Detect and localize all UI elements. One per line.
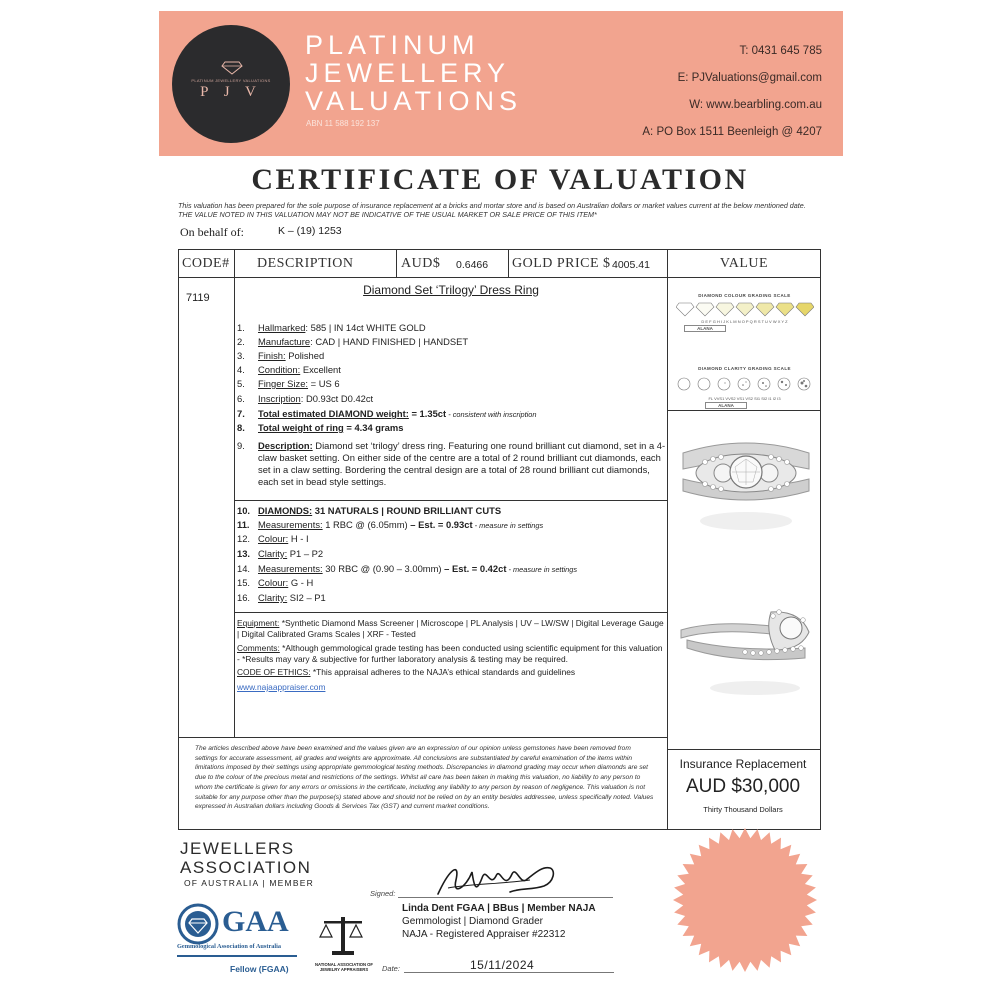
diamond-row: 11. Measurements: 1 RBC @ (6.05mm) – Est. = 0.93ct - measure in settings xyxy=(237,519,544,530)
date-value: 15/11/2024 xyxy=(470,958,535,972)
insurance-label: Insurance Replacement xyxy=(679,757,807,771)
item-row: 8. Total weight of ring = 4.34 grams xyxy=(237,422,404,433)
diamond-row: 12. Colour: H - I xyxy=(237,533,309,544)
clarity-scale-title: DIAMOND CLARITY GRADING SCALE xyxy=(698,366,791,371)
item-row: 7. Total estimated DIAMOND weight: = 1.35ct - consistent with inscription xyxy=(237,408,537,419)
insurance-divider xyxy=(667,749,821,750)
item-row: 1. Hallmarked: 585 | IN 14ct WHITE GOLD xyxy=(237,322,426,333)
certificate-title: CERTIFICATE OF VALUATION xyxy=(251,163,749,196)
gaa-underline xyxy=(177,955,297,957)
header-description: DESCRIPTION xyxy=(257,256,354,271)
diamond-logo-icon xyxy=(221,61,243,75)
item-row: 3. Finish: Polished xyxy=(237,350,325,361)
behalf-label: On behalf of: xyxy=(180,225,244,239)
seal-starburst xyxy=(673,828,817,972)
gold-price: 4005.41 xyxy=(612,259,650,271)
item-row: 4. Condition: Excellent xyxy=(237,364,341,375)
disclaimer-line-2: THE VALUE NOTED IN THIS VALUATION MAY NOT BE INDICATIVE OF THE USUAL MARKET OR SALE PRICE OF THIS ITEM* xyxy=(178,210,597,219)
date-label: Date: xyxy=(382,964,400,973)
contact-address: A: PO Box 1511 Beenleigh @ 4207 xyxy=(642,126,822,138)
section-divider-equipment xyxy=(234,612,667,613)
clarity-grades: FL VVS1 VVS2 VS1 VS2 SI1 SI2 I1 I2 I3 xyxy=(708,396,781,401)
colour-scale-title: DIAMOND COLOUR GRADING SCALE xyxy=(698,293,791,298)
comments-text: Comments: *Although gemmological grade testing has been conducted using scientific equipment for this valuation - *Results may vary & subjective for further laboratory analysis & testing may be required. xyxy=(237,643,663,665)
insurance-amount: AUD $30,000 xyxy=(685,776,801,797)
jaa-logo-line-2: ASSOCIATION xyxy=(180,858,312,877)
gold-column-divider xyxy=(508,249,509,277)
clarity-scale-diamonds-icon xyxy=(676,374,814,394)
contact-website: W: www.bearbling.com.au xyxy=(689,99,822,111)
ring-photo-front xyxy=(675,425,817,535)
code-of-ethics-text: CODE OF ETHICS: *This appraisal adheres to the NAJA’s ethical standards and guidelines xyxy=(237,667,576,677)
contact-email: E: PJValuations@gmail.com xyxy=(677,72,822,84)
item-row: 2. Manufacture: CAD | HAND FINISHED | HANDSET xyxy=(237,336,469,347)
signer-registration: NAJA - Registered Appraiser #22312 xyxy=(402,929,566,940)
equipment-text: Equipment: *Synthetic Diamond Mass Screener | Microscope | PL Analysis | UV – LW/SW | Digital Leverage Gauge | Digital Calibrated Grams Scales | XRF - Tested xyxy=(237,618,664,640)
aud-rate: 0.6466 xyxy=(456,259,489,271)
aud-column-divider xyxy=(396,249,397,277)
header-value: VALUE xyxy=(719,256,769,271)
official-seal xyxy=(670,825,820,975)
header-aud: AUD$ xyxy=(401,256,441,271)
brand-line-3: VALUATIONS xyxy=(305,86,523,116)
jaa-logo-line-1: JEWELLERS xyxy=(180,839,295,858)
gaa-full-name: Gemmological Association of Australia xyxy=(177,943,282,950)
naja-website-link[interactable]: www.najaappraiser.com xyxy=(237,682,326,692)
insurance-amount-words: Thirty Thousand Dollars xyxy=(703,805,783,814)
ring-photo-side xyxy=(675,590,817,700)
item-row: 6. Inscription: D0.93ct D0.42ct xyxy=(237,393,374,404)
colour-scale-badge: ALANA xyxy=(684,325,726,332)
diamond-row: 10. DIAMONDS: 31 NATURALS | ROUND BRILLIANT CUTS xyxy=(237,505,502,516)
item-title: Diamond Set ‘Trilogy’ Dress Ring xyxy=(363,283,539,297)
diamond-row: 14. Measurements: 30 RBC @ (0.90 – 3.00mm) – Est. = 0.42ct - measure in settings xyxy=(237,563,578,574)
scales-divider xyxy=(667,410,821,411)
signer-title: Gemmologist | Diamond Grader xyxy=(402,916,543,927)
signer-name: Linda Dent FGAA | BBus | Member NAJA xyxy=(402,903,596,914)
logo-small-text: PLATINUM JEWELLERY VALUATIONS xyxy=(191,78,271,83)
naja-scales-icon xyxy=(318,913,368,959)
gaa-seal-icon xyxy=(177,903,219,945)
date-line xyxy=(404,972,614,973)
signature-line xyxy=(398,897,613,898)
diamond-row: 13. Clarity: P1 – P2 xyxy=(237,548,324,559)
jaa-member-text: OF AUSTRALIA | MEMBER xyxy=(184,878,314,888)
brand-line-1: PLATINUM xyxy=(305,30,480,60)
signature xyxy=(430,858,570,900)
code-column-divider xyxy=(234,249,235,737)
naja-full-name: NATIONAL ASSOCIATION OF JEWELRY APPRAISERS xyxy=(314,962,373,972)
signed-label: Signed: xyxy=(370,889,396,898)
diamond-row: 16. Clarity: SI2 – P1 xyxy=(237,592,326,603)
gaa-fellow: Fellow (FGAA) xyxy=(230,964,289,974)
item-description: 9. Description: Diamond set ‘trilogy’ dress ring. Featuring one round brilliant cut diamond, set in a 4-claw basket setting. On either side of the centre are a total of 2 round brilliant cut diamonds, each set in a claw setting. Bordering the central design are a total of 28 round brilliant cut diamonds, each set in bead style settings. xyxy=(237,440,666,487)
value-column-divider xyxy=(667,249,668,830)
brand-line-2: JEWELLERY xyxy=(305,58,511,88)
section-divider-diamonds xyxy=(234,500,667,501)
logo-initials: P J V xyxy=(200,84,262,100)
abn-number: ABN 11 588 192 137 xyxy=(306,119,380,128)
item-row: 5. Finger Size: = US 6 xyxy=(237,378,340,389)
contact-phone: T: 0431 645 785 xyxy=(739,45,822,57)
clarity-scale-badge: ALANA xyxy=(705,402,747,409)
gaa-logo-text: GAA xyxy=(222,905,289,938)
item-code: 7119 xyxy=(186,292,210,304)
terms-footnote: The articles described above have been examined and the values given are an expression of our opinion unless gemstones have been removed from settings for accurate assessment, all grades and weights are approximate. All conclusions are substantiated by careful examination of the items within limitations imposed by their settings using appropriate gemmological testing methods. Discrepancies in diamond grading may occur when diamonds are set due to the colour of the precious metal and restrictions of the settings. Whilst all care has been taken in making this valuation, no liability to any person to whom the certificate is given for any errors or omissions in the certificate, including any liability to any person by reason of negligence. This valuation is not suitable for any purpose other than the purpose(s) stated above and should not be relied on by an entity besides addressee, unless specifically noted. Values expressed in Australian dollars including Goods & Services Tax (GST) and current market conditions. xyxy=(195,745,654,811)
table-header-divider xyxy=(178,277,821,278)
header-gold-price: GOLD PRICE $ xyxy=(512,256,611,271)
colour-grades: D E F G H I J K L M N O P Q R S T U V W X Y Z xyxy=(701,319,788,324)
colour-scale-diamonds-icon xyxy=(676,300,814,318)
behalf-value: K – (19) 1253 xyxy=(278,225,342,237)
disclaimer-line-1: This valuation has been prepared for the sole purpose of insurance replacement at a bricks and mortar store and is based on Australian dollars or market values current at the below mentioned date. xyxy=(178,201,806,210)
header-code: CODE# xyxy=(182,256,230,271)
diamond-row: 15. Colour: G - H xyxy=(237,577,314,588)
footnote-divider xyxy=(178,737,667,738)
